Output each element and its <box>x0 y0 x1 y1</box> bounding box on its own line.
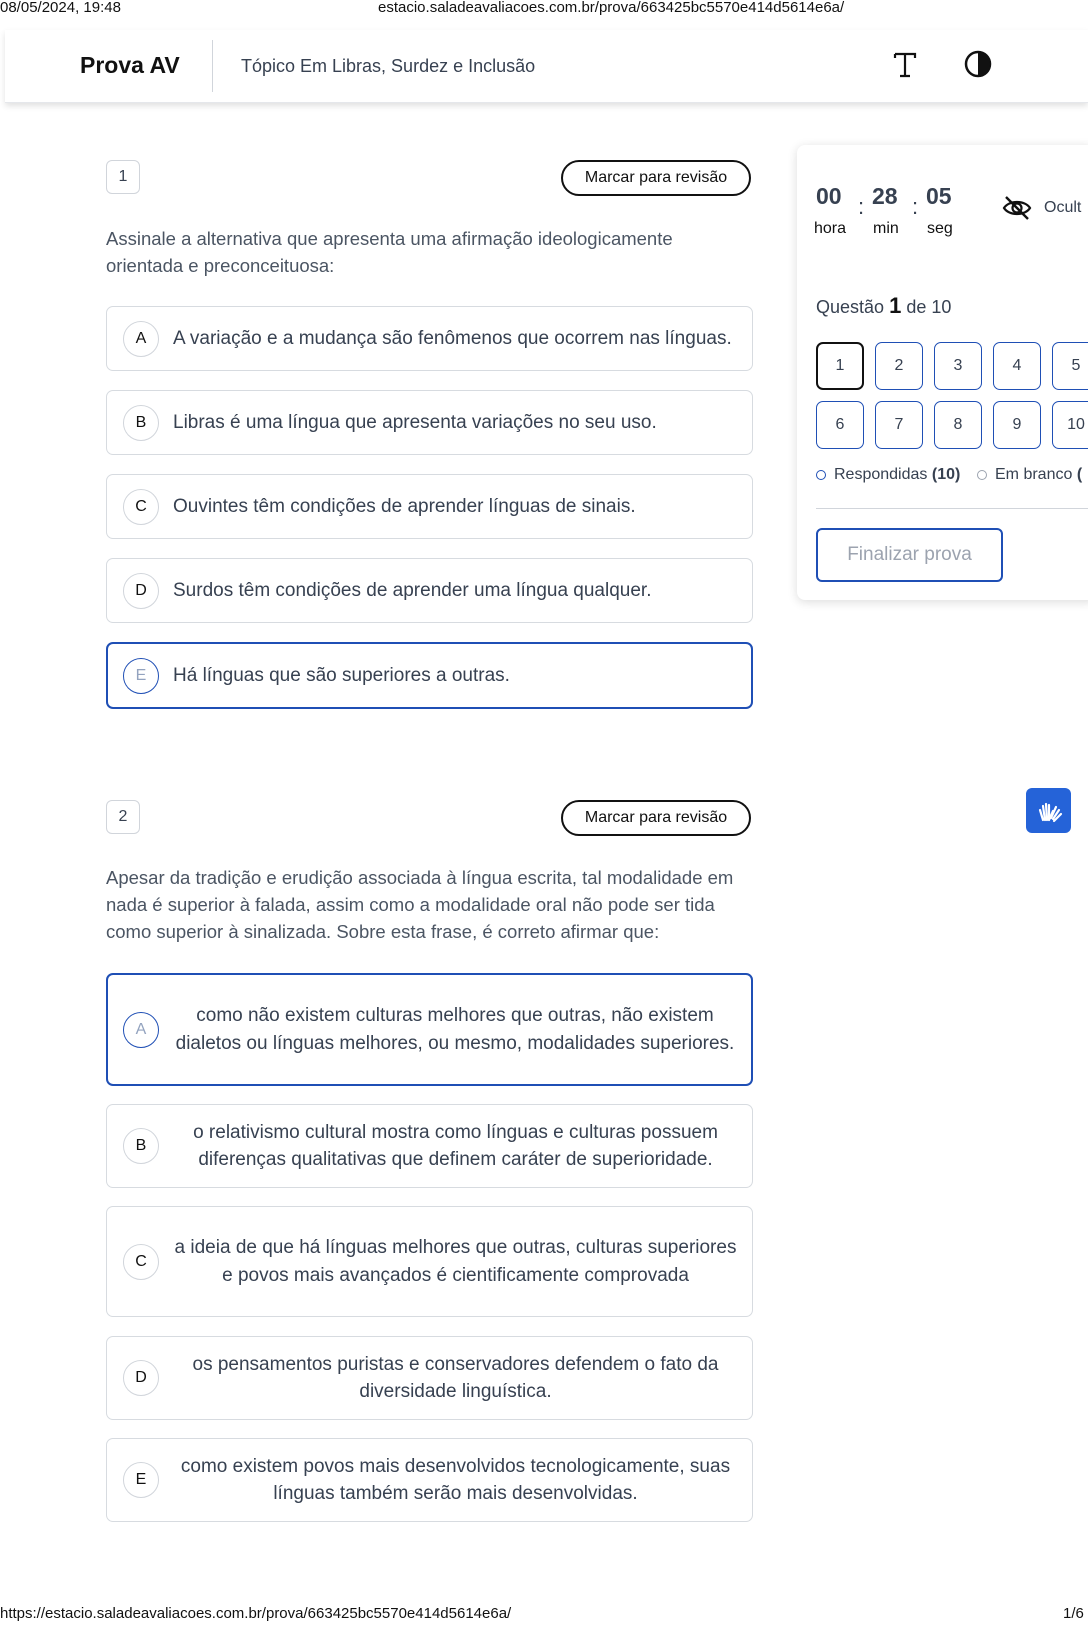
option-letter: A <box>123 1012 159 1048</box>
libras-accessibility-button[interactable] <box>1026 788 1071 833</box>
mark-review-button[interactable]: Marcar para revisão <box>561 160 751 196</box>
legend-answered-count: (10) <box>931 466 961 483</box>
option-text: Ouvintes têm condições de aprender línguas de sinais. <box>173 495 636 517</box>
option-e[interactable] <box>106 1438 753 1522</box>
page-title: Prova AV <box>80 52 180 78</box>
print-datetime: 08/05/2024, 19:48 <box>0 0 121 16</box>
sign-language-hands-icon <box>1034 796 1064 826</box>
counter-current: 1 <box>889 293 902 318</box>
question-nav-2[interactable]: 2 <box>875 342 923 390</box>
counter-suffix: de 10 <box>906 297 952 317</box>
sidebar-divider <box>816 508 1088 509</box>
option-a-selected[interactable] <box>106 973 753 1086</box>
exam-topic: Tópico Em Libras, Surdez e Inclusão <box>241 56 536 76</box>
option-text: A variação e a mudança são fenômenos que ocorrem nas línguas. <box>173 327 732 349</box>
option-d[interactable] <box>106 1336 753 1420</box>
question-nav-10[interactable]: 10 <box>1052 401 1088 449</box>
option-b[interactable] <box>106 1104 753 1188</box>
question-counter <box>816 293 951 319</box>
print-url: estacio.saladeavaliacoes.com.br/prova/663425bc5570e414d5614e6a/ <box>378 0 845 16</box>
option-c[interactable] <box>106 474 753 539</box>
finish-exam-button[interactable]: Finalizar prova <box>816 528 1003 582</box>
mark-review-button[interactable]: Marcar para revisão <box>561 800 751 836</box>
print-footer-url: https://estacio.saladeavaliacoes.com.br/prova/663425bc5570e414d5614e6a/ <box>0 1605 512 1622</box>
legend-blank <box>977 466 1082 484</box>
question-nav-4[interactable]: 4 <box>993 342 1041 390</box>
question-nav-9[interactable]: 9 <box>993 401 1041 449</box>
legend-answered-label: Respondidas <box>834 466 928 483</box>
legend-blank-count: ( <box>1076 466 1083 483</box>
option-a[interactable] <box>106 306 753 371</box>
option-text: Surdos têm condições de aprender uma língua qualquer. <box>173 579 652 601</box>
timer-separator: : <box>912 194 919 219</box>
timer-minutes-label: min <box>873 220 899 237</box>
contrast-icon <box>960 46 996 82</box>
question-text: Assinale a alternativa que apresenta uma afirmação ideologicamente orientada e preconceituosa: <box>106 228 673 276</box>
option-letter: C <box>123 489 159 525</box>
option-text: o relativismo cultural mostra como línguas e culturas possuem diferenças qualitativas que definem caráter de superioridade. <box>193 1121 718 1170</box>
header-divider <box>212 40 213 92</box>
answered-dot-icon <box>816 470 826 480</box>
top-bar <box>5 30 1088 103</box>
option-letter: D <box>123 1360 159 1396</box>
counter-prefix: Questão <box>816 297 885 317</box>
question-nav-8[interactable]: 8 <box>934 401 982 449</box>
option-text: Libras é uma língua que apresenta variações no seu uso. <box>173 411 657 433</box>
option-d[interactable] <box>106 558 753 623</box>
option-e-selected[interactable] <box>106 642 753 709</box>
option-letter: B <box>123 405 159 441</box>
option-text: a ideia de que há línguas melhores que outras, culturas superiores e povos mais avançados é cientificamente comprovada <box>174 1237 737 1286</box>
timer-seconds: 05 <box>926 183 952 209</box>
option-text: Há línguas que são superiores a outras. <box>173 664 510 686</box>
timer-hours: 00 <box>816 183 842 209</box>
option-letter: B <box>123 1128 159 1164</box>
question-nav-1[interactable]: 1 <box>816 342 864 390</box>
option-letter: C <box>123 1244 159 1280</box>
question-nav-5[interactable]: 5 <box>1052 342 1088 390</box>
eye-off-icon <box>1002 195 1032 221</box>
question-number: 2 <box>106 800 140 834</box>
question-nav-3[interactable]: 3 <box>934 342 982 390</box>
option-letter: A <box>123 321 159 357</box>
question-nav-7[interactable]: 7 <box>875 401 923 449</box>
timer-separator: : <box>858 194 865 219</box>
option-text: como existem povos mais desenvolvidos tecnologicamente, suas línguas também serão mais desenvolvidas. <box>180 1455 731 1504</box>
font-size-button[interactable] <box>885 44 925 84</box>
contrast-button[interactable] <box>960 46 996 82</box>
option-letter: D <box>123 573 159 609</box>
print-page-number: 1/6 <box>1063 1605 1084 1622</box>
exam-sidebar <box>797 145 1088 600</box>
option-c[interactable] <box>106 1206 753 1317</box>
blank-dot-icon <box>977 470 987 480</box>
hide-timer-button[interactable] <box>1002 195 1081 221</box>
option-letter: E <box>123 1462 159 1498</box>
question-number: 1 <box>106 160 140 194</box>
timer-seconds-label: seg <box>927 220 953 237</box>
legend-answered <box>816 466 960 484</box>
timer-hours-label: hora <box>814 220 847 237</box>
option-text: os pensamentos puristas e conservadores defendem o fato da diversidade linguística. <box>192 1353 719 1402</box>
legend-blank-label: Em branco <box>995 466 1073 483</box>
option-b[interactable] <box>106 390 753 455</box>
hide-timer-label: Ocult <box>1044 199 1082 216</box>
option-letter: E <box>123 658 159 694</box>
text-size-icon <box>885 44 925 84</box>
question-text: Apesar da tradição e erudição associada à língua escrita, tal modalidade em nada é superior à falada, assim como a modalidade oral não pode ser tida como superior à sinalizada. Sobre esta frase, é correto afirmar que: <box>106 867 734 942</box>
timer-minutes: 28 <box>872 183 898 209</box>
question-nav-6[interactable]: 6 <box>816 401 864 449</box>
option-text: como não existem culturas melhores que outras, não existem dialetos ou línguas melhores, ou mesmo, modalidades superiores. <box>175 1005 735 1054</box>
